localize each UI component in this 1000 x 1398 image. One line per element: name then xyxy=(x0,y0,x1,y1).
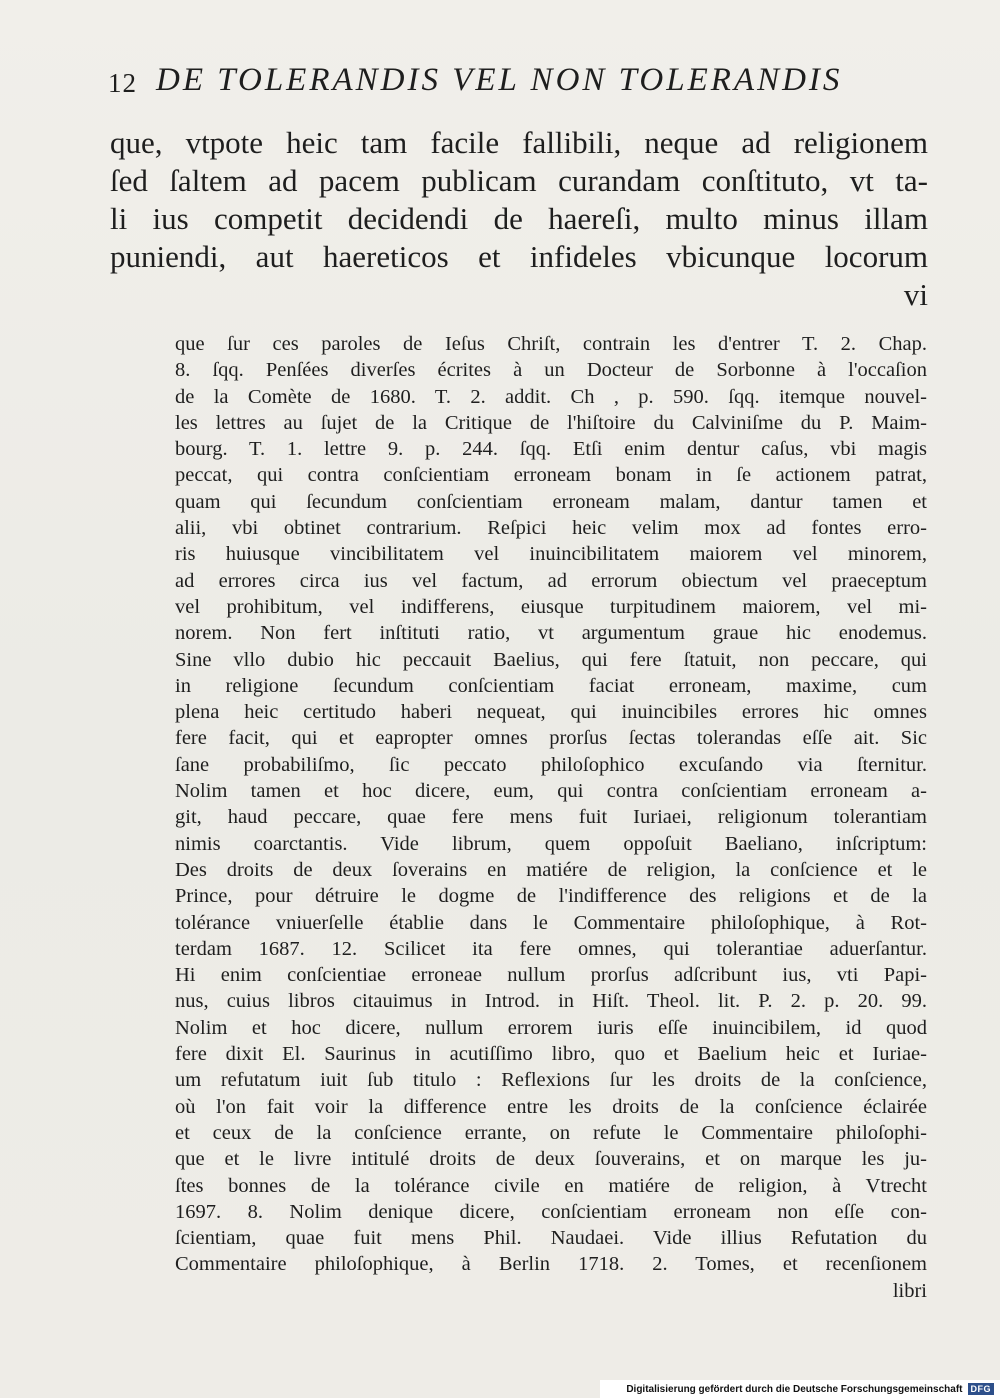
footnote-line: Des droits de deux ſoverains en matiére de religion, la conſcience et le xyxy=(175,858,927,881)
main-text-line: li ius competit decidendi de haereſi, multo minus illam xyxy=(110,201,928,236)
footnote-line: de la Comète de 1680. T. 2. addit. Ch , p. 590. ſqq. itemque nouvel- xyxy=(175,385,927,408)
footnote-line: quam qui ſecundum conſcientiam erroneam malam, dantur tamen et xyxy=(175,490,927,513)
footnote-line: nus, cuius libros citauimus in Introd. in Hiſt. Theol. lit. P. 2. p. 20. 99. xyxy=(175,990,927,1013)
footnote-catchword: libri xyxy=(892,1279,927,1302)
footnote-line: norem. Non fert inſtituti ratio, vt argumentum graue hic enodemus. xyxy=(175,622,927,645)
catchword: vi xyxy=(903,277,928,312)
footnote-line: Nolim tamen et hoc dicere, eum, qui contra conſcientiam erroneam a- xyxy=(175,780,927,803)
footnote-line: où l'on fait voir la difference entre les droits de la conſcience éclairée xyxy=(175,1095,927,1118)
footnote-line: 8. ſqq. Penſées diverſes écrites à un Docteur de Sorbonne à l'occaſion xyxy=(175,359,927,382)
footnote-line: plena heic certitudo haberi nequeat, qui inuincibiles errores hic omnes xyxy=(175,701,927,724)
footnote-line: vel prohibitum, vel indifferens, eiusque turpitudinem maiorem, vel mi- xyxy=(175,595,927,618)
footnote-line: Hi enim conſcientiae erroneae nullum prorſus adſcribunt ius, vti Papi- xyxy=(175,964,927,987)
footnote-line: Nolim et hoc dicere, nullum errorem iuris eſſe inuincibilem, id quod xyxy=(175,1016,927,1039)
footnote-line: que ſur ces paroles de Ieſus Chriſt, contrain les d'entrer T. 2. Chap. xyxy=(175,333,927,355)
footnote-line: tolérance vniuerſelle établie dans le Commentaire philoſophique, à Rot- xyxy=(175,911,927,934)
footnote-line: peccat, qui contra conſcientiam erroneam bonam in ſe actionem patrat, xyxy=(175,464,927,487)
page-header xyxy=(108,62,928,102)
footnote-line: alii, vbi obtinet contrarium. Reſpici heic velim mox ad fontes erro- xyxy=(175,517,927,540)
footnote-line: um refutatum iuit ſub titulo : Reflexions ſur les droits de la conſcience, xyxy=(175,1069,927,1092)
footnote-line: les lettres au ſujet de la Critique de l'hiſtoire du Calviniſme du P. Maim- xyxy=(175,411,927,434)
footnote-line: terdam 1687. 12. Scilicet ita fere omnes, qui tolerantiae aduerſantur. xyxy=(175,937,927,960)
footnote-line: fere facit, qui et eapropter omnes prorſus ſectas tolerandas eſſe ait. Sic xyxy=(175,727,927,750)
footnote-line: Sine vllo dubio hic peccauit Baelius, qui fere ſtatuit, non peccare, qui xyxy=(175,648,927,671)
footnote-block xyxy=(175,331,927,1304)
footnote-line: fere dixit El. Saurinus in acutiſſimo libro, quo et Baelium heic et Iuriae- xyxy=(175,1043,927,1066)
footnote-line: git, haud peccare, quae fere mens fuit Iuriaei, religionum tolerantiam xyxy=(175,806,927,829)
footnote-line: ſane probabiliſmo, ſic peccato philoſophico excuſando via ſternitur. xyxy=(175,753,927,776)
footnote-line: 1697. 8. Nolim denique dicere, conſcientiam erroneam non eſſe con- xyxy=(175,1200,927,1223)
dfg-logo: DFG xyxy=(968,1383,995,1395)
footnote-line: ſcientiam, quae fuit mens Phil. Naudaei. Vide illius Refutation du xyxy=(175,1227,927,1250)
page-number: 12 xyxy=(108,68,137,98)
digitization-credit-bar xyxy=(600,1380,1000,1398)
footnote-line: in religione ſecundum conſcientiam faciat erroneam, maxime, cum xyxy=(175,674,927,697)
footnote-line: ris huiusque vincibilitatem vel inuincibilitatem maiorem vel minorem, xyxy=(175,543,927,566)
running-title: DE TOLERANDIS VEL NON TOLERANDIS xyxy=(156,62,843,98)
main-text-line: puniendi, aut haereticos et infideles vbicunque locorum xyxy=(110,239,928,274)
footnote-line: ſtes bonnes de la tolérance civile en matiére de religion, à Vtrecht xyxy=(175,1174,927,1197)
footnote-line: et ceux de la conſcience errante, on refute le Commentaire philoſophi- xyxy=(175,1121,927,1144)
digitization-credit: Digitalisierung gefördert durch die Deutsche Forschungsgemeinschaft xyxy=(626,1383,963,1395)
footnote-line: bourg. T. 1. lettre 9. p. 244. ſqq. Etſi enim dentur caſus, vbi magis xyxy=(175,438,927,461)
main-text-block xyxy=(110,124,928,314)
footnote-line: Prince, pour détruire le dogme de l'indifference des religions et de la xyxy=(175,885,927,908)
footnote-line: que et le livre intitulé droits de deux ſouverains, et on marque les ju- xyxy=(175,1148,927,1171)
main-text-line: ſed ſaltem ad pacem publicam curandam conſtituto, vt ta- xyxy=(110,163,928,198)
footnote-line: Commentaire philoſophique, à Berlin 1718. 2. Tomes, et recenſionem xyxy=(175,1253,927,1276)
footnote-line: nimis coarctantis. Vide librum, quem oppoſuit Baeliano, inſcriptum: xyxy=(175,832,927,855)
footnote-line: ad errores circa ius vel factum, ad errorum obiectum vel praeceptum xyxy=(175,569,927,592)
main-text-line: que, vtpote heic tam facile fallibili, neque ad religionem xyxy=(110,125,928,160)
